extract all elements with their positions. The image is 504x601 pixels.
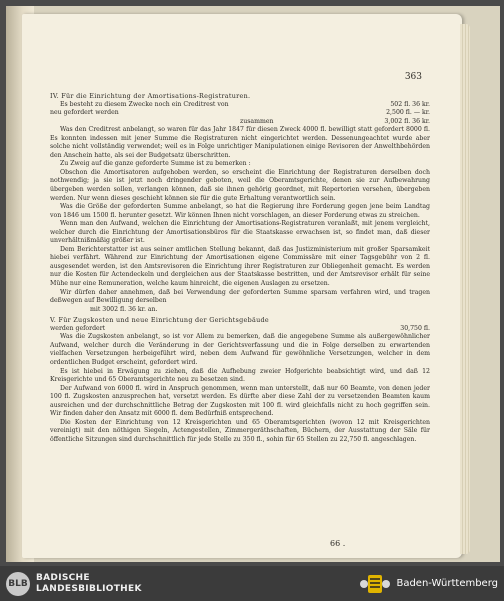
- bw-coat-of-arms-icon: [358, 573, 392, 595]
- ledger-text: Es besteht zu diesem Zwecke noch ein Creditrest von: [60, 100, 229, 108]
- blb-logo-icon: BLB: [6, 572, 30, 596]
- paragraph: Wir dürfen daher annehmen, daß bei Verwendung der geforderten Summe sparsam verfahren wird, und tragen deßwegen auf Bewilligung derselben: [50, 288, 430, 305]
- ledger-line: [50, 325, 430, 334]
- ledger-line: [50, 101, 430, 110]
- ledger-amount: 502 fl. 36 kr.: [390, 100, 430, 108]
- page-stack-edge: [460, 24, 470, 554]
- paragraph: Was die Größe der geforderten Summe anbelangt, so hat die Regierung ihre Forderung gegen jene beim Landtag von 1846 um 1500 fl. herunter gesetzt. Wir können Ihnen nicht vorschlagen, an dieser Forderung etwas zu streichen.: [50, 203, 430, 219]
- paragraph: Obschon die Amortisatoren aufgehoben werden, so erscheint die Einrichtung der Registraturen derselben doch nothwendig; ja sie ist jetzt noch dringender geboten, weil die Oberamtsgerichte, denen sie zur Aufbewahrung übergeben werden sollen, verlangen können, daß sie ihnen gehörig geordnet, mit Repertorien versehen, übergeben werden. Nur wenn dieses geschieht können sie für die gute Erhaltung verantwortlich sein.: [50, 168, 430, 202]
- blb-logo-link[interactable]: [6, 572, 142, 596]
- scanned-page: [22, 14, 462, 558]
- section-heading-iv: IV. Für die Einrichtung der Amortisations-Registraturen.: [50, 92, 251, 100]
- paragraph: Was den Creditrest anbelangt, so waren für das Jahr 1847 für diesen Zweck 4000 fl. bewilligt statt gefordert 8000 fl. Es konnten indessen mit jener Summe die Registraturen nicht eingerichtet werden. Dessenungeachtet wurde aber solche nicht vollständig verwendet; weil es in Folge unrichtiger Manipulationen einige Revisoren der Anwelthbehörden den Anschein hatte, als sei der Budgetsatz überschritten.: [50, 126, 430, 159]
- ledger-text: werden gefordert: [50, 324, 106, 332]
- paragraph: Es ist hiebei in Erwägung zu ziehen, daß die Aufhebung zweier Hofgerichte beabsichtigt wird, und daß 12 Kreisgerichte und 65 Oberamtsgerichte neu zu besetzen sind.: [50, 367, 430, 384]
- blb-name: [36, 573, 142, 595]
- bw-name: Baden-Württemberg: [396, 578, 498, 589]
- paragraph: Was die Zugskosten anbelangt, so ist vor Allem zu bemerken, daß die angegebene Summe als außergewöhnlicher Aufwand, welcher durch die Veränderung in der Gerichtsverfassung und die in Folge derselben zu erwartenden vielfachen Versetzungen herbeigeführt wird, neben dem Aufwand für gewöhnliche Versetzungen, welcher in dem ordentlichen Budget erscheint, gefordert wird.: [50, 333, 430, 366]
- ledger-line: [50, 109, 430, 118]
- section-heading-v: V. Für Zugskosten und neue Einrichtung der Gerichtsgebäude: [50, 316, 269, 325]
- footer-bar: [0, 566, 504, 601]
- paragraph: Wenn man den Aufwand, welchen die Einrichtung der Amortisations-Registraturen veranlaßt, mit jenem vergleicht, welcher durch die Einrichtung der Amortisationsbüros für die Staatskasse erwachsen ist, so findet man, daß dieser unverhältnißmäßig größer ist.: [50, 220, 430, 245]
- ledger-sum-line: [50, 118, 430, 127]
- page-number: 363: [404, 72, 422, 82]
- blb-name-line2: LANDESBIBLIOTHEK: [36, 583, 142, 594]
- paragraph: Dem Berichterstatter ist aus seiner amtlichen Stellung bekannt, daß das Justizministerium mit großer Sparsamkeit hiebei verfährt. Während zur Einrichtung der Amortisationen eigene Commissäre mit einer Tagsgebühr von 2 fl. ausgesendet werden, ist den Amtsrevisoren die Einrichtung ihrer Registraturen zur Obliegenheit gemacht. Es werden nur die Kosten für Actendeckeln und dergleichen aus der Staatskasse bestritten, und der Amtsrevisor erhält für seine Mühe nur eine Remuneration, welche kaum hinreicht, die eigenen Auslagen zu ersetzen.: [50, 245, 430, 288]
- paragraph: Der Aufwand von 6000 fl. wird in Anspruch genommen, wenn man unterstellt, daß nur 60 Beamte, von denen jeder 100 fl. Zugskosten anzusprechen hat, versetzt werden. Es dürfte aber diese Zahl der zu versetzenden Beamten kaum ausreichen und der durchschnittliche Betrag der Zugskosten mit 100 fl. wird gleichfalls nicht zu hoch gegriffen sein. Wir finden daher den Ansatz mit 6000 fl. dem Bedürfniß entsprechend.: [50, 384, 430, 418]
- paragraph: Zu Zweig auf die ganze geforderte Summe ist zu bemerken :: [60, 160, 251, 168]
- ledger-sum-label: zusammen: [240, 117, 274, 125]
- blb-name-line1: BADISCHE: [36, 572, 90, 583]
- closing-line: mit 3002 fl. 36 kr. an.: [90, 305, 158, 313]
- paragraph: Die Kosten der Einrichtung von 12 Kreisgerichten und 65 Oberamtsgerichten (wovon 12 mit Kreisgerichten vereinigt) mit den nöthigen Siegeln, Actengestellen, Zimmergeräthschaften, Büchern, der Ausstattung der Säle für öffentliche Sitzungen sind durchschnittlich für jede Stelle zu 350 fl., sohin für 65 Stellen zu 22,750 fl. angeschlagen.: [50, 418, 430, 443]
- ledger-amount: 30,750 fl.: [400, 324, 430, 332]
- signature-mark: 66 .: [330, 539, 346, 548]
- ledger-sum-amount: 3,002 fl. 36 kr.: [384, 117, 430, 125]
- bw-logo-link[interactable]: [358, 573, 498, 595]
- ledger-amount: 2,500 fl. — kr.: [386, 109, 430, 117]
- ledger-text: neu gefordert werden: [50, 109, 119, 117]
- page-text: [50, 92, 430, 444]
